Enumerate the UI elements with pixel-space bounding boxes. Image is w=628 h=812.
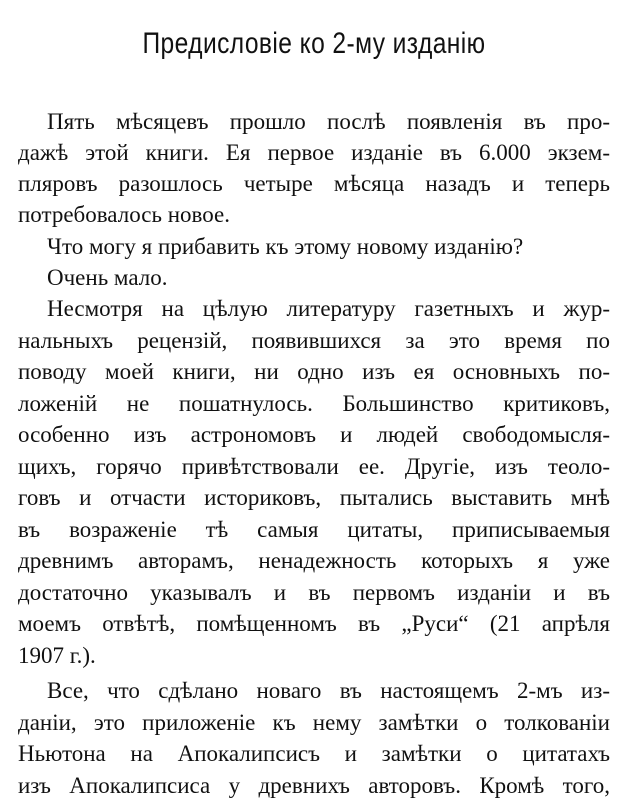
text-line: пляровъ разошлось четыре мѣсяца назадъ и теперь bbox=[18, 171, 610, 196]
text-line: Пять мѣсяцевъ прошло послѣ появленія въ про- bbox=[47, 109, 610, 134]
text-line: поводу моей книги, ни одно изъ ея основныхъ по- bbox=[18, 359, 610, 384]
text-line: древнимъ авторамъ, ненадежность которыхъ я уже bbox=[18, 548, 610, 573]
text-line: Очень мало. bbox=[47, 265, 168, 290]
text-line: Все, что сдѣлано новаго въ настоящемъ 2-мъ из- bbox=[47, 678, 610, 703]
text-line: въ возраженіе тѣ самыя цитаты, приписываемыя bbox=[18, 517, 610, 542]
text-line: изъ Апокалипсиса у древнихъ авторовъ. Кромѣ того, bbox=[18, 773, 610, 798]
text-line: ложеній не пошатнулось. Большинство критиковъ, bbox=[18, 391, 610, 416]
text-line: достаточно указывалъ и въ первомъ изданіи и въ bbox=[18, 580, 610, 605]
text-line: моемъ отвѣтѣ, помѣщенномъ въ „Руси“ (21 апрѣля bbox=[18, 611, 610, 636]
text-line: нальныхъ рецензій, появившихся за это время по bbox=[18, 328, 610, 353]
text-line: особенно изъ астрономовъ и людей свободомысля- bbox=[18, 422, 610, 447]
text-line: Ньютона на Апокалипсисъ и замѣтки о цитатахъ bbox=[18, 741, 610, 766]
page-title: Предисловіе ко 2-му изданію bbox=[142, 27, 486, 60]
text-line: 1907 г.). bbox=[18, 643, 96, 668]
text-line: даніи, это приложеніе къ нему замѣтки о толкованіи bbox=[18, 710, 610, 735]
text-line: Что могу я прибавить къ этому новому изданію? bbox=[47, 234, 524, 259]
text-line: говъ и отчасти историковъ, пытались выставить мнѣ bbox=[18, 485, 610, 510]
text-line: дажѣ этой книги. Ея первое изданіе въ 6.000 экзем- bbox=[18, 140, 610, 165]
text-line: потребовалось новое. bbox=[18, 202, 230, 227]
text-line: Несмотря на цѣлую литературу газетныхъ и жур- bbox=[47, 296, 610, 321]
text-line: щихъ, горячо привѣтствовали ее. Другіе, изъ теоло- bbox=[18, 454, 610, 479]
